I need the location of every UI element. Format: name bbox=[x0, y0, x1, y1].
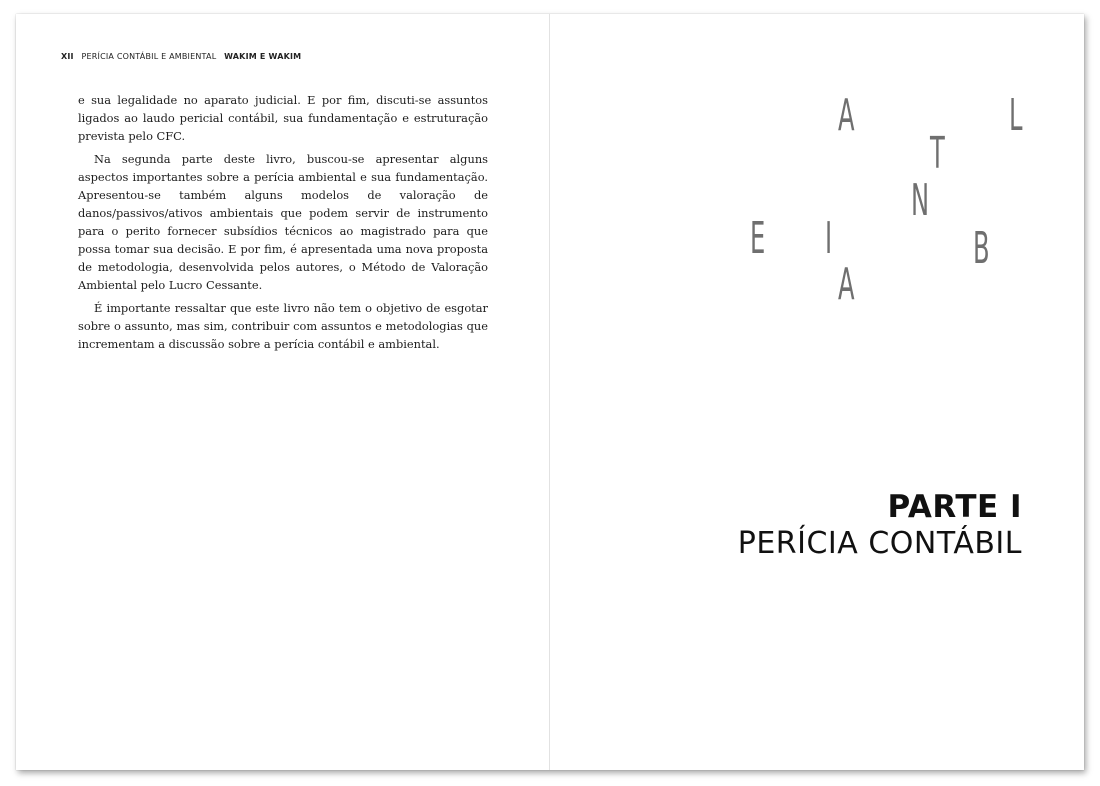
body-text bbox=[78, 91, 488, 358]
scattered-letter-b: B bbox=[973, 223, 990, 274]
page-folio: XII bbox=[61, 52, 74, 61]
running-head-authors: WAKIM E WAKIM bbox=[224, 52, 302, 61]
running-head bbox=[61, 52, 301, 61]
page-gutter bbox=[549, 14, 550, 770]
paragraph-3: É importante ressaltar que este livro não tem o objetivo de esgotar sobre o assunto, mas sim, contribuir com assuntos e metodologias que incrementam a discussão sobre a perícia contábil e ambiental. bbox=[78, 301, 488, 351]
part-number: PARTE I bbox=[887, 489, 1022, 525]
book-spread bbox=[16, 14, 1084, 770]
part-name: PERÍCIA CONTÁBIL bbox=[737, 526, 1022, 561]
paragraph-1: e sua legalidade no aparato judicial. E por fim, discuti-se assuntos ligados ao laudo pericial contábil, sua fundamentação e estruturação prevista pelo CFC. bbox=[78, 93, 488, 143]
scattered-letter-e: E bbox=[750, 213, 766, 264]
paragraph-2: Na segunda parte deste livro, buscou-se apresentar alguns aspectos importantes sobre a perícia ambiental e sua fundamentação. Apresentou-se também alguns modelos de valoração de danos/passivos/ativos ambientais que podem servir de instrumento para o perito fornecer subsídios técnicos ao magistrado para que possa tomar sua decisão. E por fim, é apresentada uma nova proposta de metodologia, desenvolvida pelos autores, o Método de Valoração Ambiental pelo Lucro Cessante. bbox=[78, 152, 488, 292]
scattered-letter-a-top: A bbox=[838, 90, 855, 141]
scattered-letter-n: N bbox=[911, 175, 930, 226]
scattered-letter-a-bottom: A bbox=[838, 259, 855, 310]
scattered-letter-t: T bbox=[930, 128, 945, 179]
scattered-letter-i: I bbox=[825, 213, 833, 264]
part-heading bbox=[738, 488, 1022, 562]
scattered-letter-l: L bbox=[1009, 90, 1023, 141]
running-head-book-title: PERÍCIA CONTÁBIL E AMBIENTAL bbox=[81, 52, 217, 61]
